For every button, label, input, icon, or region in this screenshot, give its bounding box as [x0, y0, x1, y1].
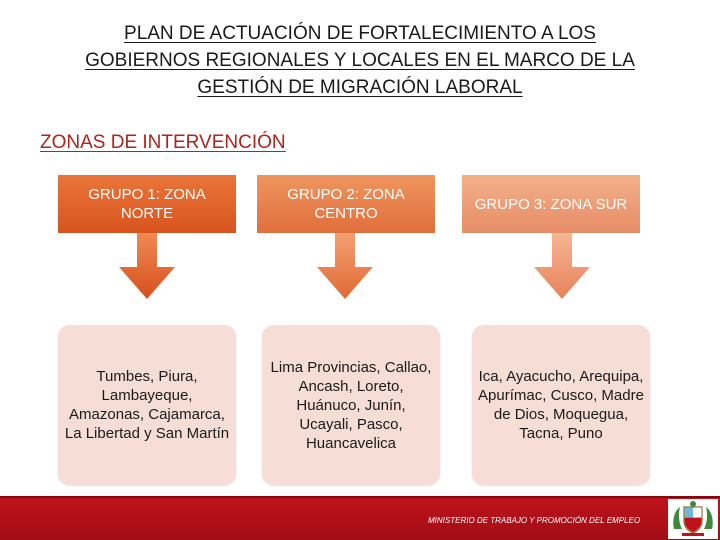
group-2-regions: Lima Provincias, Callao, Ancash, Loreto, Huánuco, Junín, Ucayali, Pasco, Huancavelica — [262, 325, 440, 485]
group-1-regions: Tumbes, Piura, Lambayeque, Amazonas, Cajamarca, La Libertad y San Martín — [58, 325, 236, 485]
footer-divider — [0, 496, 720, 498]
down-arrow-icon — [315, 233, 375, 301]
national-coat-of-arms-icon — [668, 499, 718, 539]
group-1-heading: GRUPO 1: ZONA NORTE — [58, 175, 236, 233]
group-3-regions: Ica, Ayacucho, Arequipa, Apurímac, Cusco, Madre de Dios, Moquegua, Tacna, Puno — [472, 325, 650, 485]
slide-title — [40, 20, 680, 101]
group-3-heading: GRUPO 3: ZONA SUR — [462, 175, 640, 233]
group-2-heading: GRUPO 2: ZONA CENTRO — [257, 175, 435, 233]
section-title: ZONAS DE INTERVENCIÓN — [40, 132, 286, 153]
slide-title-line-2: GOBIERNOS REGIONALES Y LOCALES EN EL MARCO DE LA — [85, 50, 635, 71]
down-arrow-icon — [117, 233, 177, 301]
slide-title-line-3: GESTIÓN DE MIGRACIÓN LABORAL — [197, 77, 523, 98]
down-arrow-icon — [532, 233, 592, 301]
footer-ministry-name: MINISTERIO DE TRABAJO Y PROMOCIÓN DEL EMPLEO — [428, 516, 641, 525]
slide-title-line-1: PLAN DE ACTUACIÓN DE FORTALECIMIENTO A LOS — [124, 23, 596, 44]
